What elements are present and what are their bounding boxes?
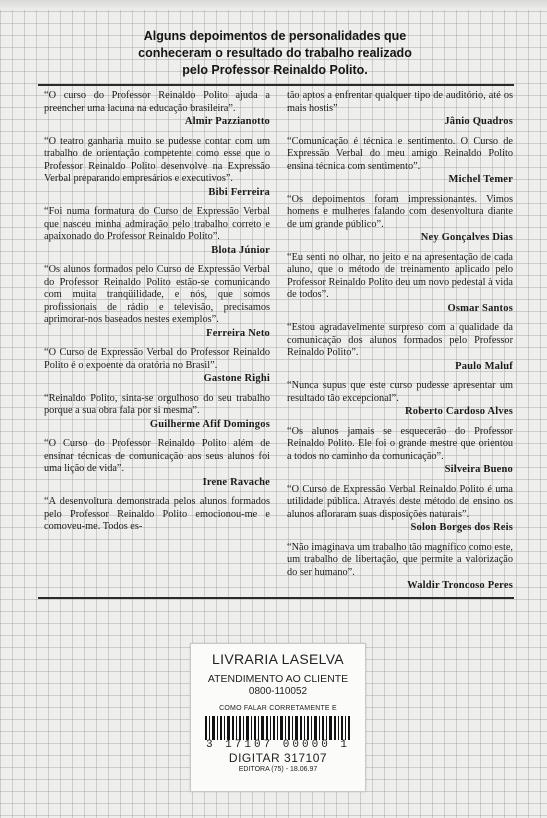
- testimonial: [287, 322, 513, 373]
- price-label-sticker: [190, 643, 366, 792]
- testimonial-author: Bibi Ferreira: [208, 186, 270, 198]
- testimonial-quote: “Os alunos jamais se esquecerão do Professor Reinaldo Polito. Ele foi o grande mestre que orientou a todos no caminho da comunicação”.: [287, 425, 513, 462]
- testimonial: [44, 206, 270, 257]
- barcode-graphic: [203, 716, 353, 740]
- header-line: Alguns depoimentos de personalidades que: [143, 29, 407, 43]
- testimonial: [287, 90, 513, 129]
- store-name: LIVRARIA LASELVA: [212, 651, 344, 667]
- testimonial-quote: “Reinaldo Polito, sinta-se orgulhoso do seu trabalho porque a sua obra fala por si mesma”.: [44, 392, 270, 416]
- testimonial-quote: “Os depoimentos foram impressionantes. Vimos homens e mulheres falando com desenvoltura diante de um grande público”.: [287, 193, 513, 230]
- testimonial: [287, 380, 513, 419]
- testimonial: [44, 438, 270, 489]
- testimonial-quote: “Não imaginava um trabalho tão magnífico como este, um trabalho de libertação, que permite a valorização do ser humano”.: [287, 541, 513, 578]
- publisher-date: EDITORA (75) - 18.06.97: [238, 766, 318, 773]
- product-title-text: COMO FALAR CORRETAMENTE E: [219, 705, 337, 712]
- right-column: [287, 90, 513, 600]
- testimonial: [287, 542, 513, 593]
- testimonial-quote: “O Curso de Expressão Verbal Reinaldo Polito é uma utilidade pública. Através deste método de ensino os alunos afloraram suas disposições naturais”.: [287, 483, 513, 520]
- header-line: pelo Professor Reinaldo Polito.: [182, 63, 368, 77]
- testimonial: [287, 426, 513, 477]
- testimonial-author: Solon Borges dos Reis: [410, 522, 513, 533]
- testimonial-quote: tão aptos a enfrentar qualquer tipo de auditório, até os mais hostis”: [287, 90, 513, 114]
- testimonial-quote: “Estou agradavelmente surpreso com a qualidade da comunicação dos alunos formados pelo Professor Reinaldo Polito”.: [287, 322, 513, 358]
- testimonial-author: Roberto Cardoso Alves: [404, 406, 513, 417]
- testimonial: [44, 90, 270, 129]
- testimonial-author: Paulo Maluf: [455, 360, 513, 372]
- testimonial: [287, 484, 513, 535]
- testimonial: [44, 347, 270, 386]
- testimonial-author: Ferreira Neto: [206, 327, 270, 339]
- testimonial-author: Guilherme Afif Domingos: [149, 418, 270, 430]
- testimonial-author: Almir Pazzianotto: [184, 116, 270, 127]
- header-line: conheceram o resultado do trabalho realizado: [138, 46, 412, 60]
- customer-service-text: ATENDIMENTO AO CLIENTE: [207, 673, 349, 685]
- testimonial-quote: “Foi numa formatura do Curso de Expressão Verbal que nasceu minha admiração pelo trabalho correto e apaixonado do Professor Reinaldo Polito”.: [44, 206, 270, 242]
- testimonial: [44, 264, 270, 340]
- testimonial-quote: “O curso do Professor Reinaldo Polito ajuda a preencher uma lacuna na educação brasileira”.: [44, 90, 270, 114]
- barcode-digits: 3 17107 00000 1: [205, 739, 351, 751]
- testimonial-author: Ney Gonçalves Dias: [420, 232, 513, 243]
- testimonial-quote: “O Curso de Expressão Verbal do Professor Reinaldo Polito é o expoente da oratória no Brasil”.: [44, 347, 270, 371]
- testimonial-quote: “Os alunos formados pelo Curso de Expressão Verbal do Professor Reinaldo Polito estão-se comunicando com muita tranqüilidade, e nós, que somos profissionais de rádio e televisão, precisamos aprimorar-nos baseados nestes exemplos”.: [44, 264, 270, 325]
- testimonial-author: Michel Temer: [448, 174, 513, 185]
- testimonial: [44, 496, 270, 534]
- page-top-edge: [0, 0, 547, 10]
- testimonial-author: Waldir Troncoso Peres: [407, 580, 513, 591]
- testimonial-author: Gastone Righi: [203, 373, 270, 384]
- testimonial-author: Blota Júnior: [211, 244, 270, 256]
- left-column: [44, 90, 270, 534]
- testimonial-quote: “A desenvoltura demonstrada pelos alunos formados pelo Professor Reinaldo Polito emocionou-me e comoveu-me. Todos es-: [44, 496, 270, 532]
- bottom-divider: [38, 597, 514, 599]
- testimonial-author: Jânio Quadros: [444, 116, 513, 127]
- page-header: [40, 28, 510, 79]
- testimonial: [287, 136, 513, 187]
- testimonial-author: Irene Ravache: [202, 476, 270, 488]
- sku-code: DIGITAR 317107: [228, 751, 328, 765]
- testimonial-quote: “O teatro ganharia muito se pudesse contar com um trabalho de orientação competente como esse que o Professor Reinaldo Polito desenvolve na Expressão Verbal preparando empresários e executivos”.: [44, 135, 270, 184]
- testimonial: [287, 194, 513, 245]
- top-divider: [38, 84, 514, 86]
- testimonial: [287, 252, 513, 316]
- testimonial-quote: “Nunca supus que este curso pudesse apresentar um resultado tão excepcional”.: [287, 380, 513, 404]
- testimonial-quote: “Comunicação é técnica e sentimento. O Curso de Expressão Verbal do meu amigo Reinaldo Polito ensina técnica com sentimento”.: [287, 135, 513, 172]
- testimonial-author: Osmar Santos: [447, 302, 513, 314]
- testimonial-quote: “Eu senti no olhar, no jeito e na apresentação de cada aluno, que o método de treinamento aplicado pelo Professor Reinaldo Polito deu um novo pedestal à vida de todos”.: [287, 251, 513, 300]
- customer-service-phone: 0800-110052: [248, 686, 308, 697]
- testimonial-quote: “O Curso do Professor Reinaldo Polito além de ensinar técnicas de comunicação aos seus alunos foi uma lição de vida”.: [44, 438, 270, 474]
- testimonial: [44, 393, 270, 432]
- testimonial: [44, 136, 270, 200]
- testimonial-author: Silveira Bueno: [444, 464, 513, 475]
